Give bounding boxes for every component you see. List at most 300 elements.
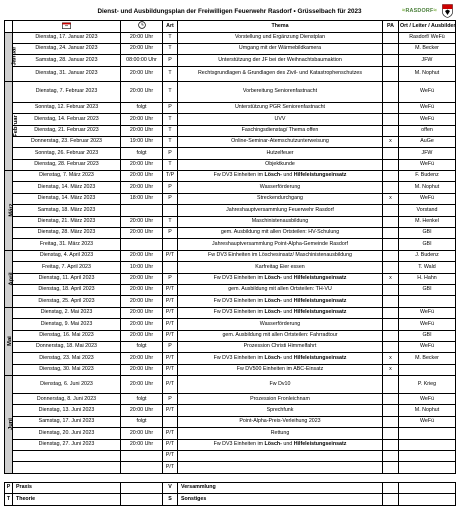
cell-date <box>13 451 121 462</box>
cell-art: P/T <box>163 451 178 462</box>
cell-thema: Jahreshauptversammlung Feuerwehr Rasdorf <box>178 205 383 216</box>
header-time <box>121 21 163 33</box>
page-title: Dienst- und Ausbildungsplan der Freiwilligen Feuerwehr Rasdorf • Grüsselbach für 2023 <box>97 8 362 15</box>
cell-ort <box>399 428 456 439</box>
cell-art: P/T <box>163 428 178 439</box>
cell-date: Dienstag, 4. April 2023 <box>13 250 121 261</box>
cell-thema: Wasserförderung <box>178 182 383 193</box>
cell-pa <box>383 341 399 352</box>
cell-time: 20:00 Uhr <box>121 307 163 318</box>
cell-pa: x <box>383 353 399 364</box>
cell-art: P/T <box>163 405 178 416</box>
cell-pa <box>383 376 399 394</box>
cell-thema: Vorstellung und Ergänzung Dienstplan <box>178 32 383 43</box>
cell-thema: Jahreshauptversammlung Point-Alpha-Gemeinde Rasdorf <box>178 239 383 250</box>
cell-pa: x <box>383 193 399 204</box>
cell-ort <box>399 462 456 473</box>
cell-ort: M. Becker <box>399 43 456 54</box>
cell-date: Donnerstag, 18. Mai 2023 <box>13 341 121 352</box>
cell-art: T <box>163 32 178 43</box>
cell-pa <box>383 307 399 318</box>
month-label <box>5 307 13 375</box>
cell-ort: WeFü <box>399 394 456 405</box>
spacer-cell <box>5 473 13 482</box>
table-row <box>5 171 456 182</box>
table-row <box>5 296 456 307</box>
cell-thema: Fw Dv10 <box>178 376 383 394</box>
table-row <box>5 394 456 405</box>
spacer-cell <box>399 473 456 482</box>
cell-pa <box>383 330 399 341</box>
cell-art: T <box>163 81 178 102</box>
cell-ort: JFW <box>399 55 456 66</box>
header-blank <box>5 21 13 33</box>
cell-thema: Faschingsdienstag/ Thema offen <box>178 125 383 136</box>
cell-time: folgt <box>121 416 163 427</box>
cell-art <box>163 205 178 216</box>
table-row <box>5 462 456 473</box>
cell-art: P/T <box>163 462 178 473</box>
cell-thema: Sprechfunk <box>178 405 383 416</box>
cell-ort: GBI <box>399 284 456 295</box>
crest-icon <box>442 4 453 18</box>
cell-ort: Rasdorf/ WeFü <box>399 32 456 43</box>
cell-ort: M. Becker <box>399 353 456 364</box>
cell-date: Dienstag, 9. Mai 2023 <box>13 319 121 330</box>
cell-time: 20:00 Uhr <box>121 81 163 102</box>
cell-date: Dienstag, 20. Juni 2023 <box>13 428 121 439</box>
cell-ort: GBI <box>399 239 456 250</box>
month-label <box>5 376 13 474</box>
table-row <box>5 182 456 193</box>
cell-time: 20:00 Uhr <box>121 171 163 182</box>
legend-label-2: Sonstiges <box>178 494 383 506</box>
cell-time <box>121 462 163 473</box>
rasdorf-logo <box>402 4 437 18</box>
cell-date: Dienstag, 7. März 2023 <box>13 171 121 182</box>
cell-ort: M. Nophut <box>399 182 456 193</box>
cell-date: Freitag, 7. April 2023 <box>13 262 121 273</box>
cell-ort: WeFü <box>399 114 456 125</box>
cell-time: 20:00 Uhr <box>121 376 163 394</box>
cell-ort: H. Hahn <box>399 273 456 284</box>
cell-art: P <box>163 102 178 113</box>
cell-thema: Streckendurchgang <box>178 193 383 204</box>
cell-art: P <box>163 228 178 239</box>
cell-art <box>163 262 178 273</box>
cell-thema: Fw DV3 Einheiten im Löschesinsatz/ Maschinistenausbildung <box>178 250 383 261</box>
cell-art: P/T <box>163 353 178 364</box>
table-row <box>5 428 456 439</box>
cell-date: Dienstag, 11. April 2023 <box>13 273 121 284</box>
cell-pa <box>383 416 399 427</box>
cell-ort: M. Nophut <box>399 405 456 416</box>
cell-time: 20:00 Uhr <box>121 250 163 261</box>
table-row <box>5 330 456 341</box>
cell-thema: Wasserförderung <box>178 319 383 330</box>
cell-time: 20:00 Uhr <box>121 364 163 375</box>
legend-empty <box>399 482 456 494</box>
cell-ort: GBI <box>399 228 456 239</box>
table-row <box>5 262 456 273</box>
table-row <box>5 307 456 318</box>
cell-pa <box>383 102 399 113</box>
cell-pa <box>383 216 399 227</box>
spacer-cell <box>121 473 163 482</box>
table-row <box>5 228 456 239</box>
cell-date: Dienstag, 14. März 2023 <box>13 193 121 204</box>
table-row <box>5 439 456 450</box>
month-label <box>5 250 13 307</box>
legend-label-2: Versammlung <box>178 482 383 494</box>
cell-date: Dienstag, 16. Mai 2023 <box>13 330 121 341</box>
cell-pa <box>383 262 399 273</box>
cell-pa <box>383 394 399 405</box>
table-row <box>5 250 456 261</box>
spacer-cell <box>383 473 399 482</box>
legend-body <box>5 473 456 505</box>
legend-code-2: V <box>163 482 178 494</box>
cell-time: 20:00 Uhr <box>121 125 163 136</box>
legend-spacer <box>5 473 456 482</box>
cell-thema: Point-Alpha-Preis-Verleihung 2023 <box>178 416 383 427</box>
month-label-text: Mai <box>6 336 13 347</box>
cell-time: 20:00 Uhr <box>121 43 163 54</box>
cell-thema: Fw DV3 Einheiten im Lösch- und Hilfeleistungseinsatz <box>178 171 383 182</box>
cell-time: 20:00 Uhr <box>121 159 163 170</box>
cell-pa <box>383 125 399 136</box>
cell-pa <box>383 228 399 239</box>
cell-thema: Online-Seminar-Atemschutzunterweisung <box>178 136 383 147</box>
logo-text: RASDORF <box>405 8 434 14</box>
cell-ort: T. Wald <box>399 262 456 273</box>
cell-time: 20:00 Uhr <box>121 405 163 416</box>
cell-pa <box>383 428 399 439</box>
cell-time <box>121 239 163 250</box>
logo-wave-icon: ≈ <box>401 8 406 14</box>
cell-thema: UVV <box>178 114 383 125</box>
cell-ort: WeFü <box>399 416 456 427</box>
cell-thema: Unterstützung der JF bei der Weihnachtsbaumaktion <box>178 55 383 66</box>
cell-pa <box>383 319 399 330</box>
cell-thema: Fw DV3 Einheiten im Lösch- und Hilfeleistungseinsatz <box>178 353 383 364</box>
cell-pa <box>383 239 399 250</box>
cell-thema: Fw DV500 Einheiten im ABC-Einsatz <box>178 364 383 375</box>
cell-thema: gem. Ausbildung mit allen Ortsteilen: Fahrradtour <box>178 330 383 341</box>
cell-time: 20:00 Uhr <box>121 32 163 43</box>
cell-ort: offen <box>399 125 456 136</box>
cell-date: Dienstag, 13. Juni 2023 <box>13 405 121 416</box>
header-ort: Ort / Leiter / Ausbilder <box>399 21 456 33</box>
page-header <box>4 3 455 20</box>
cell-thema: Rettung <box>178 428 383 439</box>
cell-pa <box>383 462 399 473</box>
cell-date: Dienstag, 17. Januar 2023 <box>13 32 121 43</box>
month-label <box>5 171 13 251</box>
cell-pa <box>383 296 399 307</box>
cell-art <box>163 416 178 427</box>
cell-pa <box>383 32 399 43</box>
cell-time: folgt <box>121 102 163 113</box>
calendar-icon <box>62 22 71 29</box>
legend-empty <box>121 494 163 506</box>
cell-time: 20:00 Uhr <box>121 273 163 284</box>
table-row <box>5 216 456 227</box>
cell-time: 20:00 Uhr <box>121 114 163 125</box>
cell-art: T <box>163 43 178 54</box>
cell-time: 20:00 Uhr <box>121 216 163 227</box>
cell-ort: WeFü <box>399 307 456 318</box>
month-label <box>5 32 18 81</box>
clock-icon <box>138 21 146 29</box>
header-date <box>13 21 121 33</box>
cell-art: P <box>163 55 178 66</box>
cell-thema: gem. Ausbildung mit allen Ortsteilen: TH-VU <box>178 284 383 295</box>
cell-date: Dienstag, 7. Februar 2023 <box>13 81 121 102</box>
cell-ort: WeFü <box>399 81 456 102</box>
cell-thema: Fw DV3 Einheiten im Lösch- und Hilfeleistungseinsatz <box>178 307 383 318</box>
cell-thema: Vorbereitung Seniorenfastnacht <box>178 81 383 102</box>
cell-date: Dienstag, 28. Februar 2023 <box>13 159 121 170</box>
table-row <box>5 114 456 125</box>
cell-date: Dienstag, 24. Januar 2023 <box>13 43 121 54</box>
cell-ort: M. Henkel <box>399 216 456 227</box>
table-row <box>5 43 456 54</box>
cell-time: 20:00 Uhr <box>121 428 163 439</box>
legend-label: Theorie <box>13 494 121 506</box>
table-row <box>5 205 456 216</box>
cell-date: Dienstag, 28. März 2023 <box>13 228 121 239</box>
header-pa: PA <box>383 21 399 33</box>
cell-art: T <box>163 114 178 125</box>
cell-art: P <box>163 193 178 204</box>
month-label-text: Februar <box>12 114 19 137</box>
cell-date: Dienstag, 23. Mai 2023 <box>13 353 121 364</box>
cell-thema: Rechtsgrundlagen & Grundlagen des Zivil- und Katastrophenschutzes <box>178 66 383 81</box>
spacer-cell <box>163 473 178 482</box>
cell-date: Dienstag, 27. Juni 2023 <box>13 439 121 450</box>
cell-time: 20:00 Uhr <box>121 284 163 295</box>
cell-time: 18:00 Uhr <box>121 193 163 204</box>
month-label-text: April <box>8 271 15 286</box>
legend-row <box>5 494 456 506</box>
cell-art: T <box>163 216 178 227</box>
cell-time <box>121 205 163 216</box>
table-row <box>5 102 456 113</box>
cell-pa <box>383 250 399 261</box>
cell-time: 20:00 Uhr <box>121 296 163 307</box>
cell-ort <box>399 451 456 462</box>
cell-thema: Objektkunde <box>178 159 383 170</box>
cell-date: Samstag, 18. März 2023 <box>13 205 121 216</box>
cell-date: Donnerstag, 23. Februar 2023 <box>13 136 121 147</box>
table-row <box>5 32 456 43</box>
table-row <box>5 273 456 284</box>
table-header-row <box>5 21 456 33</box>
table-row <box>5 159 456 170</box>
cell-art: T <box>163 125 178 136</box>
cell-time: folgt <box>121 341 163 352</box>
cell-ort: Vorstand <box>399 205 456 216</box>
cell-art: P/T <box>163 376 178 394</box>
cell-date: Dienstag, 14. Februar 2023 <box>13 114 121 125</box>
cell-date: Dienstag, 2. Mai 2023 <box>13 307 121 318</box>
cell-art: P/T <box>163 330 178 341</box>
cell-art: P/T <box>163 364 178 375</box>
cell-time: 19:00 Uhr <box>121 136 163 147</box>
legend-row <box>5 482 456 494</box>
cell-thema: Fw DV3 Einheiten im Lösch- und Hilfeleistungseinsatz <box>178 439 383 450</box>
cell-time: 20:00 Uhr <box>121 439 163 450</box>
cell-art: P <box>163 341 178 352</box>
cell-pa <box>383 451 399 462</box>
cell-time: 20:00 Uhr <box>121 182 163 193</box>
cell-date: Sonntag, 26. Februar 2023 <box>13 148 121 159</box>
table-row <box>5 148 456 159</box>
cell-time: 10:00 Uhr <box>121 262 163 273</box>
cell-date: Dienstag, 14. März 2023 <box>13 182 121 193</box>
table-row <box>5 416 456 427</box>
cell-art: P/T <box>163 296 178 307</box>
cell-ort: WeFü <box>399 341 456 352</box>
header-thema: Thema <box>178 21 383 33</box>
cell-ort <box>399 296 456 307</box>
month-label-text: März <box>8 203 15 217</box>
cell-pa <box>383 114 399 125</box>
cell-date <box>13 462 121 473</box>
cell-pa <box>383 205 399 216</box>
cell-art: P <box>163 273 178 284</box>
cell-thema: Fw DV3 Einheiten im Lösch- und Hilfeleistungseinsatz <box>178 273 383 284</box>
cell-thema: Prozession Christi Himmelfahrt <box>178 341 383 352</box>
cell-thema: Unterstützung PGR Seniorenfastnacht <box>178 102 383 113</box>
cell-thema: Prozession Fronleichnam <box>178 394 383 405</box>
cell-ort <box>399 439 456 450</box>
cell-art <box>163 239 178 250</box>
cell-pa <box>383 43 399 54</box>
cell-art: P <box>163 394 178 405</box>
month-label-text: Januar <box>11 46 18 66</box>
logo-wave-icon-right: ≈ <box>433 8 437 14</box>
table-row <box>5 353 456 364</box>
cell-date: Dienstag, 25. April 2023 <box>13 296 121 307</box>
cell-date: Dienstag, 21. März 2023 <box>13 216 121 227</box>
cell-time: 20:00 Uhr <box>121 319 163 330</box>
cell-date: Dienstag, 30. Mai 2023 <box>13 364 121 375</box>
cell-ort: GBI <box>399 330 456 341</box>
spacer-cell <box>13 473 121 482</box>
legend-code: T <box>5 494 13 506</box>
cell-art: P <box>163 148 178 159</box>
table-row <box>5 451 456 462</box>
cell-art: P/T <box>163 439 178 450</box>
table-row <box>5 125 456 136</box>
cell-pa <box>383 439 399 450</box>
table-row <box>5 193 456 204</box>
cell-time: 20:00 Uhr <box>121 330 163 341</box>
cell-art: T <box>163 66 178 81</box>
cell-art: P/T <box>163 307 178 318</box>
table-row <box>5 81 456 102</box>
table-row <box>5 66 456 81</box>
cell-time: folgt <box>121 148 163 159</box>
table-row <box>5 319 456 330</box>
cell-date: Dienstag, 6. Juni 2023 <box>13 376 121 394</box>
cell-thema <box>178 462 383 473</box>
table-row <box>5 136 456 147</box>
cell-pa <box>383 171 399 182</box>
cell-pa <box>383 159 399 170</box>
cell-date: Freitag, 31. März 2023 <box>13 239 121 250</box>
cell-date: Dienstag, 21. Februar 2023 <box>13 125 121 136</box>
cell-thema: Maschinistenausbildung <box>178 216 383 227</box>
schedule-table <box>4 20 456 506</box>
cell-date: Sonntag, 12. Februar 2023 <box>13 102 121 113</box>
cell-date: Samstag, 17. Juni 2023 <box>13 416 121 427</box>
cell-ort: WeFü <box>399 102 456 113</box>
cell-pa: x <box>383 136 399 147</box>
spacer-cell <box>178 473 383 482</box>
cell-thema: Umgang mit der Wärmebildkamera <box>178 43 383 54</box>
cell-time: 20:00 Uhr <box>121 228 163 239</box>
cell-art: T <box>163 136 178 147</box>
cell-date: Samstag, 28. Januar 2023 <box>13 55 121 66</box>
month-label <box>5 81 19 170</box>
cell-time <box>121 451 163 462</box>
cell-art: P/T <box>163 250 178 261</box>
table-row <box>5 55 456 66</box>
cell-thema <box>178 451 383 462</box>
cell-pa <box>383 405 399 416</box>
table-row <box>5 364 456 375</box>
cell-thema: Fw DV3 Einheiten im Lösch- und Hilfeleistungseinsatz <box>178 296 383 307</box>
cell-time: folgt <box>121 394 163 405</box>
table-row <box>5 239 456 250</box>
cell-ort: F. Budenz <box>399 171 456 182</box>
table-row <box>5 405 456 416</box>
cell-ort <box>399 364 456 375</box>
cell-pa <box>383 55 399 66</box>
header-art: Art <box>163 21 178 33</box>
cell-pa <box>383 81 399 102</box>
cell-date: Dienstag, 18. April 2023 <box>13 284 121 295</box>
schedule-body <box>5 32 456 473</box>
cell-art: P/T <box>163 319 178 330</box>
legend-empty <box>399 494 456 506</box>
legend-empty <box>383 494 399 506</box>
cell-pa <box>383 284 399 295</box>
cell-pa <box>383 148 399 159</box>
cell-time: 08:00:00 Uhr <box>121 55 163 66</box>
cell-time: 20:00 Uhr <box>121 353 163 364</box>
cell-ort: P. Krieg <box>399 376 456 394</box>
cell-pa: x <box>383 273 399 284</box>
cell-thema: gem. Ausbildung mit allen Ortsteilen: HV-Schulung <box>178 228 383 239</box>
cell-ort: M. Nophut <box>399 66 456 81</box>
legend-code: P <box>5 482 13 494</box>
legend-label: Praxis <box>13 482 121 494</box>
cell-ort: J. Budenz <box>399 250 456 261</box>
legend-empty <box>383 482 399 494</box>
cell-ort: WeFü <box>399 193 456 204</box>
cell-art: T/P <box>163 171 178 182</box>
legend-empty <box>121 482 163 494</box>
table-row <box>5 341 456 352</box>
cell-time: 20:00 Uhr <box>121 66 163 81</box>
cell-ort: JFW <box>399 148 456 159</box>
cell-thema: Hutzelfeuer <box>178 148 383 159</box>
cell-pa <box>383 66 399 81</box>
